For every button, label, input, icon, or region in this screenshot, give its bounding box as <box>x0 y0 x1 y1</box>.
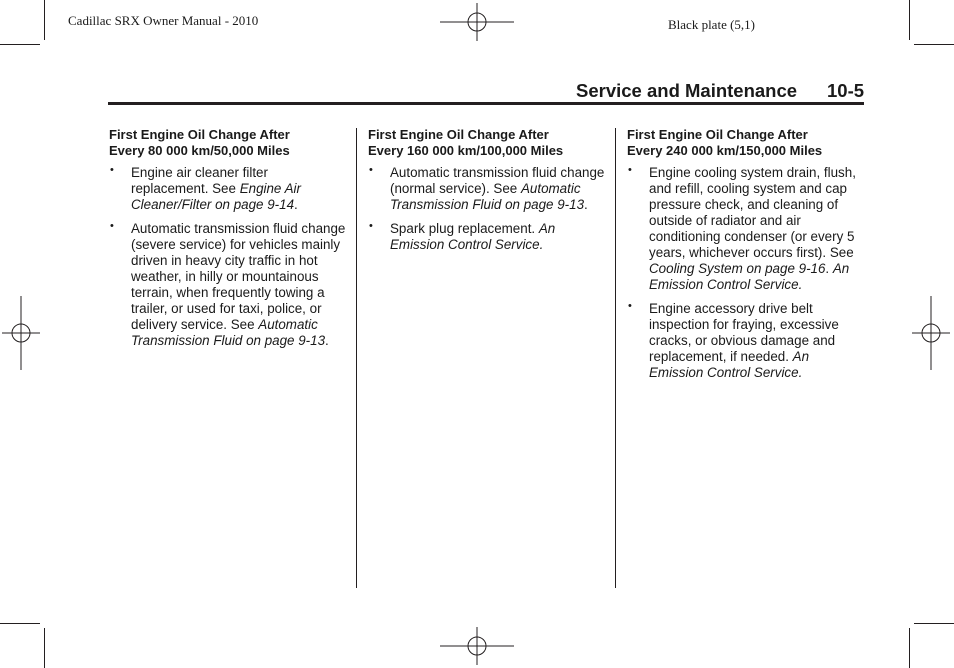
page-reference-link[interactable]: Cooling System on page 9-16 <box>649 261 826 276</box>
heading-line-2: Every 80 000 km/50,000 Miles <box>109 143 290 158</box>
list-item <box>627 301 863 381</box>
crop-mark-bottom-right-horizontal <box>914 623 954 624</box>
item-text: Engine cooling system drain, flush, and refill, cooling system and cap pressure check, and cleaning of outside of radiator and air conditioning condenser (or every 5 years, whichever occurs first). See <box>649 165 856 260</box>
item-text: Automatic transmission fluid change (severe service) for vehicles mainly driven in heavy city traffic in hot weather, in hilly or mountainous terrain, when frequently towing a trailer, or used for taxi, police, or delivery service. See <box>131 221 346 332</box>
column-heading <box>368 127 608 159</box>
plate-label: Black plate (5,1) <box>668 17 755 32</box>
bullet-list <box>109 165 349 349</box>
item-tail: . <box>825 261 833 276</box>
crop-mark-top-left-vertical <box>44 0 45 40</box>
page-reference-link[interactable]: An Emission Control Service. <box>649 349 810 380</box>
item-tail: . <box>325 333 329 348</box>
section-title: Service and Maintenance <box>576 80 798 101</box>
heading-line-2: Every 160 000 km/100,000 Miles <box>368 143 564 158</box>
document-title: Cadillac SRX Owner Manual - 2010 <box>68 13 259 28</box>
item-tail: . <box>584 197 588 212</box>
list-item <box>368 165 608 213</box>
crop-mark-bottom-right-vertical <box>909 628 910 668</box>
bullet-list <box>368 165 608 253</box>
crop-mark-top-left-horizontal <box>0 44 40 45</box>
item-text: Engine accessory drive belt inspection for fraying, excessive cracks, or obvious damage and replacement, if needed. <box>649 301 839 364</box>
list-item <box>109 221 349 349</box>
item-text: Spark plug replacement. <box>390 221 539 236</box>
crop-mark-top-right-vertical <box>909 0 910 40</box>
crop-mark-top-right-horizontal <box>914 44 954 45</box>
list-item <box>627 165 863 293</box>
item-tail: . <box>294 197 298 212</box>
heading-line-1: First Engine Oil Change After <box>109 127 290 142</box>
heading-line-2: Every 240 000 km/150,000 Miles <box>627 143 823 158</box>
crop-mark-bottom-left-horizontal <box>0 623 40 624</box>
item-text: Automatic transmission fluid change (normal service). See <box>390 165 605 196</box>
column-heading <box>627 127 863 159</box>
page-reference-link[interactable]: An Emission Control Service. <box>390 221 556 252</box>
header-rule <box>108 102 864 105</box>
column-divider <box>615 128 616 588</box>
column-heading <box>109 127 349 159</box>
heading-line-1: First Engine Oil Change After <box>627 127 808 142</box>
heading-line-1: First Engine Oil Change After <box>368 127 549 142</box>
list-item <box>109 165 349 213</box>
column-1 <box>109 127 349 357</box>
page-number: 10-5 <box>827 80 865 101</box>
column-3 <box>627 127 863 389</box>
registration-mark-bottom-icon <box>440 627 514 665</box>
registration-mark-top-icon <box>440 3 514 41</box>
registration-mark-right-icon <box>912 296 950 370</box>
column-divider <box>356 128 357 588</box>
bullet-list <box>627 165 863 381</box>
column-2 <box>368 127 608 261</box>
registration-mark-left-icon <box>2 296 40 370</box>
page-reference-link[interactable]: Automatic Transmission Fluid on page 9-13 <box>390 181 585 212</box>
page-reference-link[interactable]: Engine Air Cleaner/Filter on page 9-14 <box>131 181 301 212</box>
crop-mark-bottom-left-vertical <box>44 628 45 668</box>
item-text: Engine air cleaner filter replacement. See <box>131 165 268 196</box>
page-reference-link[interactable]: Automatic Transmission Fluid on page 9-13 <box>131 317 326 348</box>
emission-service-reference[interactable]: An Emission Control Service. <box>649 261 850 292</box>
list-item <box>368 221 608 253</box>
